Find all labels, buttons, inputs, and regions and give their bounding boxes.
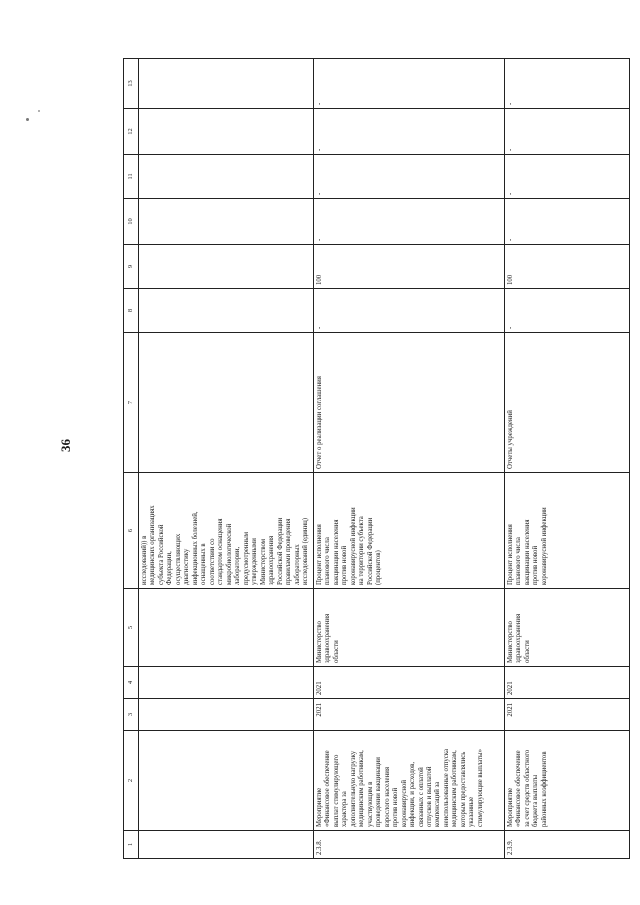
cell-value: - [313, 155, 504, 199]
cell-activity: Мероприятие «Финансовое обеспечение за счет средств областного бюджета выплаты районных коэффициентов [504, 731, 629, 831]
column-header: 10 [124, 199, 139, 245]
cell-source: Отчеты учреждений [504, 333, 629, 473]
cell-number: 2.3.8. [313, 831, 504, 859]
cell-indicator: исследований)) в медицинских организациях субъекта Российской Федерации, осуществляющих диагностику инфекционных болезней, оснащенных в соответствии со стандартом оснащения микробиологической лаборатории, предусмотренным утвержденными Министерством здравоохранения Российской Федерации правилами проведения лабораторных исследований (единиц) [139, 473, 314, 589]
cell-value [139, 59, 314, 109]
page-number: 36 [58, 439, 73, 452]
cell-value: 100 [313, 245, 504, 289]
column-header: 6 [124, 473, 139, 589]
header-row [124, 59, 139, 859]
cell-executor: Министерство здравоохранения области [313, 589, 504, 667]
cell-value: - [313, 199, 504, 245]
column-header: 7 [124, 333, 139, 473]
cell-source: Отчет о реализации соглашения [313, 333, 504, 473]
cell-value: 100 [504, 245, 629, 289]
column-header: 5 [124, 589, 139, 667]
column-header: 2 [124, 731, 139, 831]
cell-value: - [504, 155, 629, 199]
cell-activity [139, 731, 314, 831]
cell-value [139, 289, 314, 333]
column-header: 11 [124, 155, 139, 199]
cell-start-year [139, 699, 314, 731]
cell-value: - [313, 59, 504, 109]
cell-end-year: 2021 [313, 667, 504, 699]
cell-start-year: 2021 [313, 699, 504, 731]
rotated-table-container [123, 59, 573, 859]
cell-number: 2.3.9. [504, 831, 629, 859]
cell-value [139, 245, 314, 289]
cell-activity: Мероприятие «Финансовое обеспечение выплат стимулирующего характера за дополнительную нагрузку медицинским работникам, участвующим в проведении вакцинации взрослого населения против новой коронавирусной инфекции, и расходов, связанных с оплатой отпусков и выплатой компенсаций за неиспользованные отпуска медицинским работникам, которым предоставлялись указанные стимулирующие выплаты» [313, 731, 504, 831]
cell-executor: Министерство здравоохранения области [504, 589, 629, 667]
cell-start-year: 2021 [504, 699, 629, 731]
scan-artifact [26, 118, 29, 121]
cell-value: - [504, 199, 629, 245]
column-header: 1 [124, 831, 139, 859]
cell-indicator: Процент исполнения планового числа вакцинации населения против новой коронавирусной инфекции [504, 473, 629, 589]
cell-value [139, 199, 314, 245]
column-header: 9 [124, 245, 139, 289]
cell-executor [139, 589, 314, 667]
cell-source [139, 333, 314, 473]
cell-number [139, 831, 314, 859]
cell-value: - [313, 109, 504, 155]
column-header: 13 [124, 59, 139, 109]
column-header: 12 [124, 109, 139, 155]
cell-value: - [313, 289, 504, 333]
cell-indicator: Процент исполнения планового числа вакцинации населения против новой коронавирусной инфекции на территории субъекта Российской Федерации (процентов) [313, 473, 504, 589]
cell-end-year: 2021 [504, 667, 629, 699]
cell-value: - [504, 59, 629, 109]
plan-table [123, 58, 630, 859]
cell-value: - [504, 289, 629, 333]
column-header: 8 [124, 289, 139, 333]
scan-artifact [38, 110, 40, 112]
table-row [504, 59, 629, 859]
cell-value [139, 155, 314, 199]
table-row [313, 59, 504, 859]
cell-end-year [139, 667, 314, 699]
table-row [139, 59, 314, 859]
column-header: 4 [124, 667, 139, 699]
cell-value [139, 109, 314, 155]
cell-value: - [504, 109, 629, 155]
column-header: 3 [124, 699, 139, 731]
